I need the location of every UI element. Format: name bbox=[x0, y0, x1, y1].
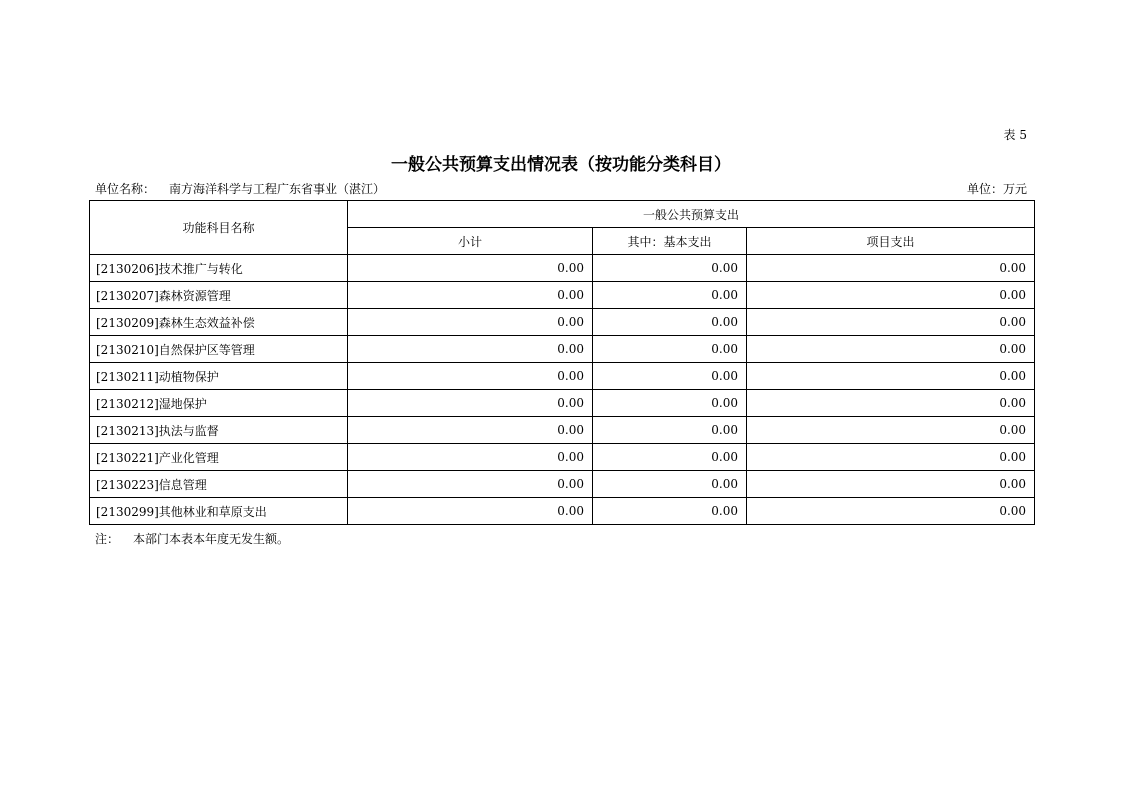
row-basic: 0.00 bbox=[593, 282, 747, 309]
header-function-name: 功能科目名称 bbox=[90, 201, 348, 255]
page-title: 一般公共预算支出情况表（按功能分类科目） bbox=[391, 155, 731, 175]
row-subtotal: 0.00 bbox=[348, 309, 593, 336]
header-subtotal: 小计 bbox=[348, 228, 593, 255]
row-project: 0.00 bbox=[747, 336, 1035, 363]
row-subtotal: 0.00 bbox=[348, 363, 593, 390]
table-row bbox=[90, 309, 1035, 336]
row-name: [2130221]产业化管理 bbox=[90, 444, 348, 471]
table-row bbox=[90, 255, 1035, 282]
header-row-1 bbox=[90, 201, 1035, 228]
header-basic: 其中：基本支出 bbox=[593, 228, 747, 255]
row-subtotal: 0.00 bbox=[348, 444, 593, 471]
row-project: 0.00 bbox=[747, 390, 1035, 417]
row-name: [2130212]湿地保护 bbox=[90, 390, 348, 417]
row-basic: 0.00 bbox=[593, 498, 747, 525]
row-subtotal: 0.00 bbox=[348, 390, 593, 417]
table-row bbox=[90, 471, 1035, 498]
row-project: 0.00 bbox=[747, 282, 1035, 309]
header-group: 一般公共预算支出 bbox=[348, 201, 1035, 228]
table-header bbox=[90, 201, 1035, 255]
row-name: [2130209]森林生态效益补偿 bbox=[90, 309, 348, 336]
table-row bbox=[90, 390, 1035, 417]
table-number: 表 5 bbox=[1003, 128, 1027, 142]
budget-table bbox=[89, 200, 1035, 525]
row-name: [2130299]其他林业和草原支出 bbox=[90, 498, 348, 525]
row-name: [2130206]技术推广与转化 bbox=[90, 255, 348, 282]
table-row bbox=[90, 363, 1035, 390]
row-subtotal: 0.00 bbox=[348, 255, 593, 282]
row-basic: 0.00 bbox=[593, 471, 747, 498]
unit-info-row bbox=[95, 180, 1027, 196]
row-name: [2130223]信息管理 bbox=[90, 471, 348, 498]
unit-name-value: 南方海洋科学与工程广东省事业（湛江） bbox=[169, 182, 386, 196]
table-row bbox=[90, 282, 1035, 309]
row-subtotal: 0.00 bbox=[348, 471, 593, 498]
table-body bbox=[90, 255, 1035, 525]
header-project: 项目支出 bbox=[747, 228, 1035, 255]
table-row bbox=[90, 336, 1035, 363]
row-name: [2130210]自然保护区等管理 bbox=[90, 336, 348, 363]
row-project: 0.00 bbox=[747, 309, 1035, 336]
row-basic: 0.00 bbox=[593, 363, 747, 390]
row-project: 0.00 bbox=[747, 255, 1035, 282]
row-project: 0.00 bbox=[747, 498, 1035, 525]
unit-name-group bbox=[95, 180, 385, 197]
row-project: 0.00 bbox=[747, 444, 1035, 471]
row-subtotal: 0.00 bbox=[348, 336, 593, 363]
unit-name-label: 单位名称： bbox=[95, 182, 156, 196]
row-name: [2130207]森林资源管理 bbox=[90, 282, 348, 309]
row-subtotal: 0.00 bbox=[348, 498, 593, 525]
row-name: [2130213]执法与监督 bbox=[90, 417, 348, 444]
row-subtotal: 0.00 bbox=[348, 417, 593, 444]
row-basic: 0.00 bbox=[593, 390, 747, 417]
footnote bbox=[95, 530, 289, 547]
row-basic: 0.00 bbox=[593, 309, 747, 336]
row-name: [2130211]动植物保护 bbox=[90, 363, 348, 390]
row-basic: 0.00 bbox=[593, 444, 747, 471]
footnote-text: 本部门本表本年度无发生额。 bbox=[133, 532, 290, 546]
row-project: 0.00 bbox=[747, 471, 1035, 498]
row-project: 0.00 bbox=[747, 363, 1035, 390]
table-row bbox=[90, 444, 1035, 471]
row-basic: 0.00 bbox=[593, 417, 747, 444]
table-row bbox=[90, 498, 1035, 525]
footnote-label: 注： bbox=[95, 532, 120, 546]
row-subtotal: 0.00 bbox=[348, 282, 593, 309]
row-basic: 0.00 bbox=[593, 255, 747, 282]
currency-unit: 单位：万元 bbox=[966, 182, 1027, 196]
row-basic: 0.00 bbox=[593, 336, 747, 363]
row-project: 0.00 bbox=[747, 417, 1035, 444]
table-row bbox=[90, 417, 1035, 444]
